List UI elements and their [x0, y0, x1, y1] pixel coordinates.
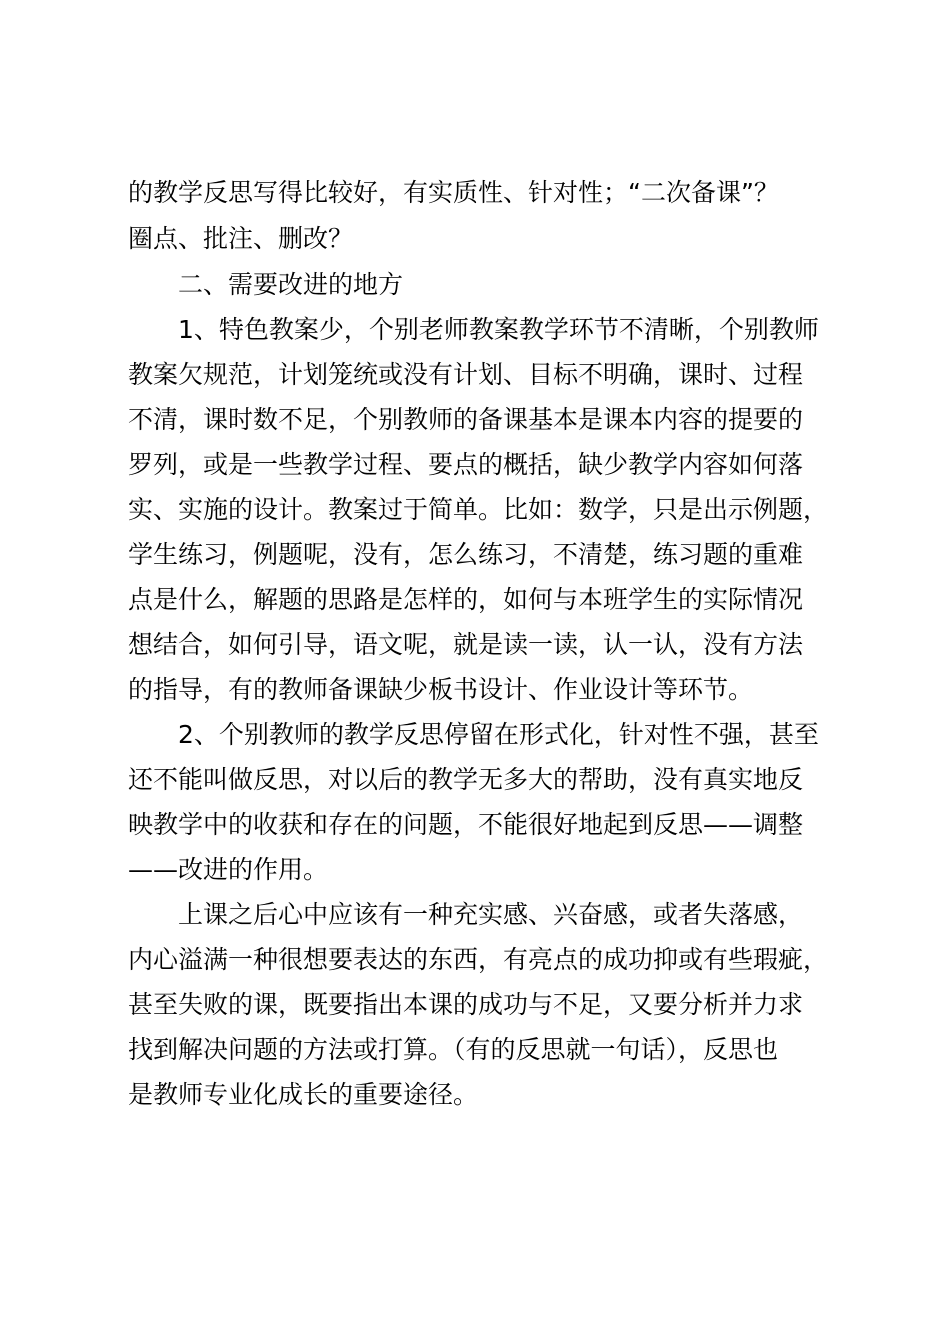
paragraph-line: 是教师专业化成长的重要途径。	[128, 1080, 479, 1109]
paragraph-line: 映教学中的收获和存在的问题，不能很好地起到反思——调整	[128, 810, 804, 839]
paragraph-line: 甚至失败的课，既要指出本课的成功与不足，又要分析并力求	[128, 990, 804, 1019]
paragraph-line: 找到解决问题的方法或打算。（有的反思就一句话），反思也	[128, 1035, 779, 1064]
paragraph-line: 的指导，有的教师备课缺少板书设计、作业设计等环节。	[128, 675, 754, 704]
paragraph-line: 的教学反思写得比较好，有实质性、针对性；“二次备课”？	[128, 178, 779, 207]
paragraph-line: 教案欠规范，计划笼统或没有计划、目标不明确，课时、过程	[128, 360, 804, 389]
paragraph-line: 点是什么，解题的思路是怎样的，如何与本班学生的实际情况	[128, 585, 804, 614]
paragraph-line: ——改进的作用。	[128, 855, 329, 884]
paragraph-line: 圈点、批注、删改？	[128, 224, 354, 253]
paragraph-line: 不清，课时数不足，个别教师的备课基本是课本内容的提要的	[128, 405, 804, 434]
paragraph-line: 实、实施的设计。教案过于简单。比如：数学，只是出示例题，	[128, 495, 829, 524]
paragraph-line: 内心溢满一种很想要表达的东西，有亮点的成功抑或有些瑕疵，	[128, 945, 829, 974]
paragraph-line: 上课之后心中应该有一种充实感、兴奋感，或者失落感，	[178, 900, 804, 929]
paragraph-line: 想结合，如何引导，语文呢，就是读一读，认一认，没有方法	[128, 630, 804, 659]
paragraph-line: 1、特色教案少，个别老师教案教学环节不清晰，个别教师	[178, 315, 819, 344]
paragraph-line: 学生练习，例题呢，没有，怎么练习，不清楚，练习题的重难	[128, 540, 804, 569]
paragraph-line: 罗列，或是一些教学过程、要点的概括，缺少教学内容如何落	[128, 450, 804, 479]
paragraph-line: 还不能叫做反思，对以后的教学无多大的帮助，没有真实地反	[128, 765, 804, 794]
paragraph-line: 2、个别教师的教学反思停留在形式化，针对性不强，甚至	[178, 720, 819, 749]
section-heading: 二、需要改进的地方	[178, 270, 404, 299]
